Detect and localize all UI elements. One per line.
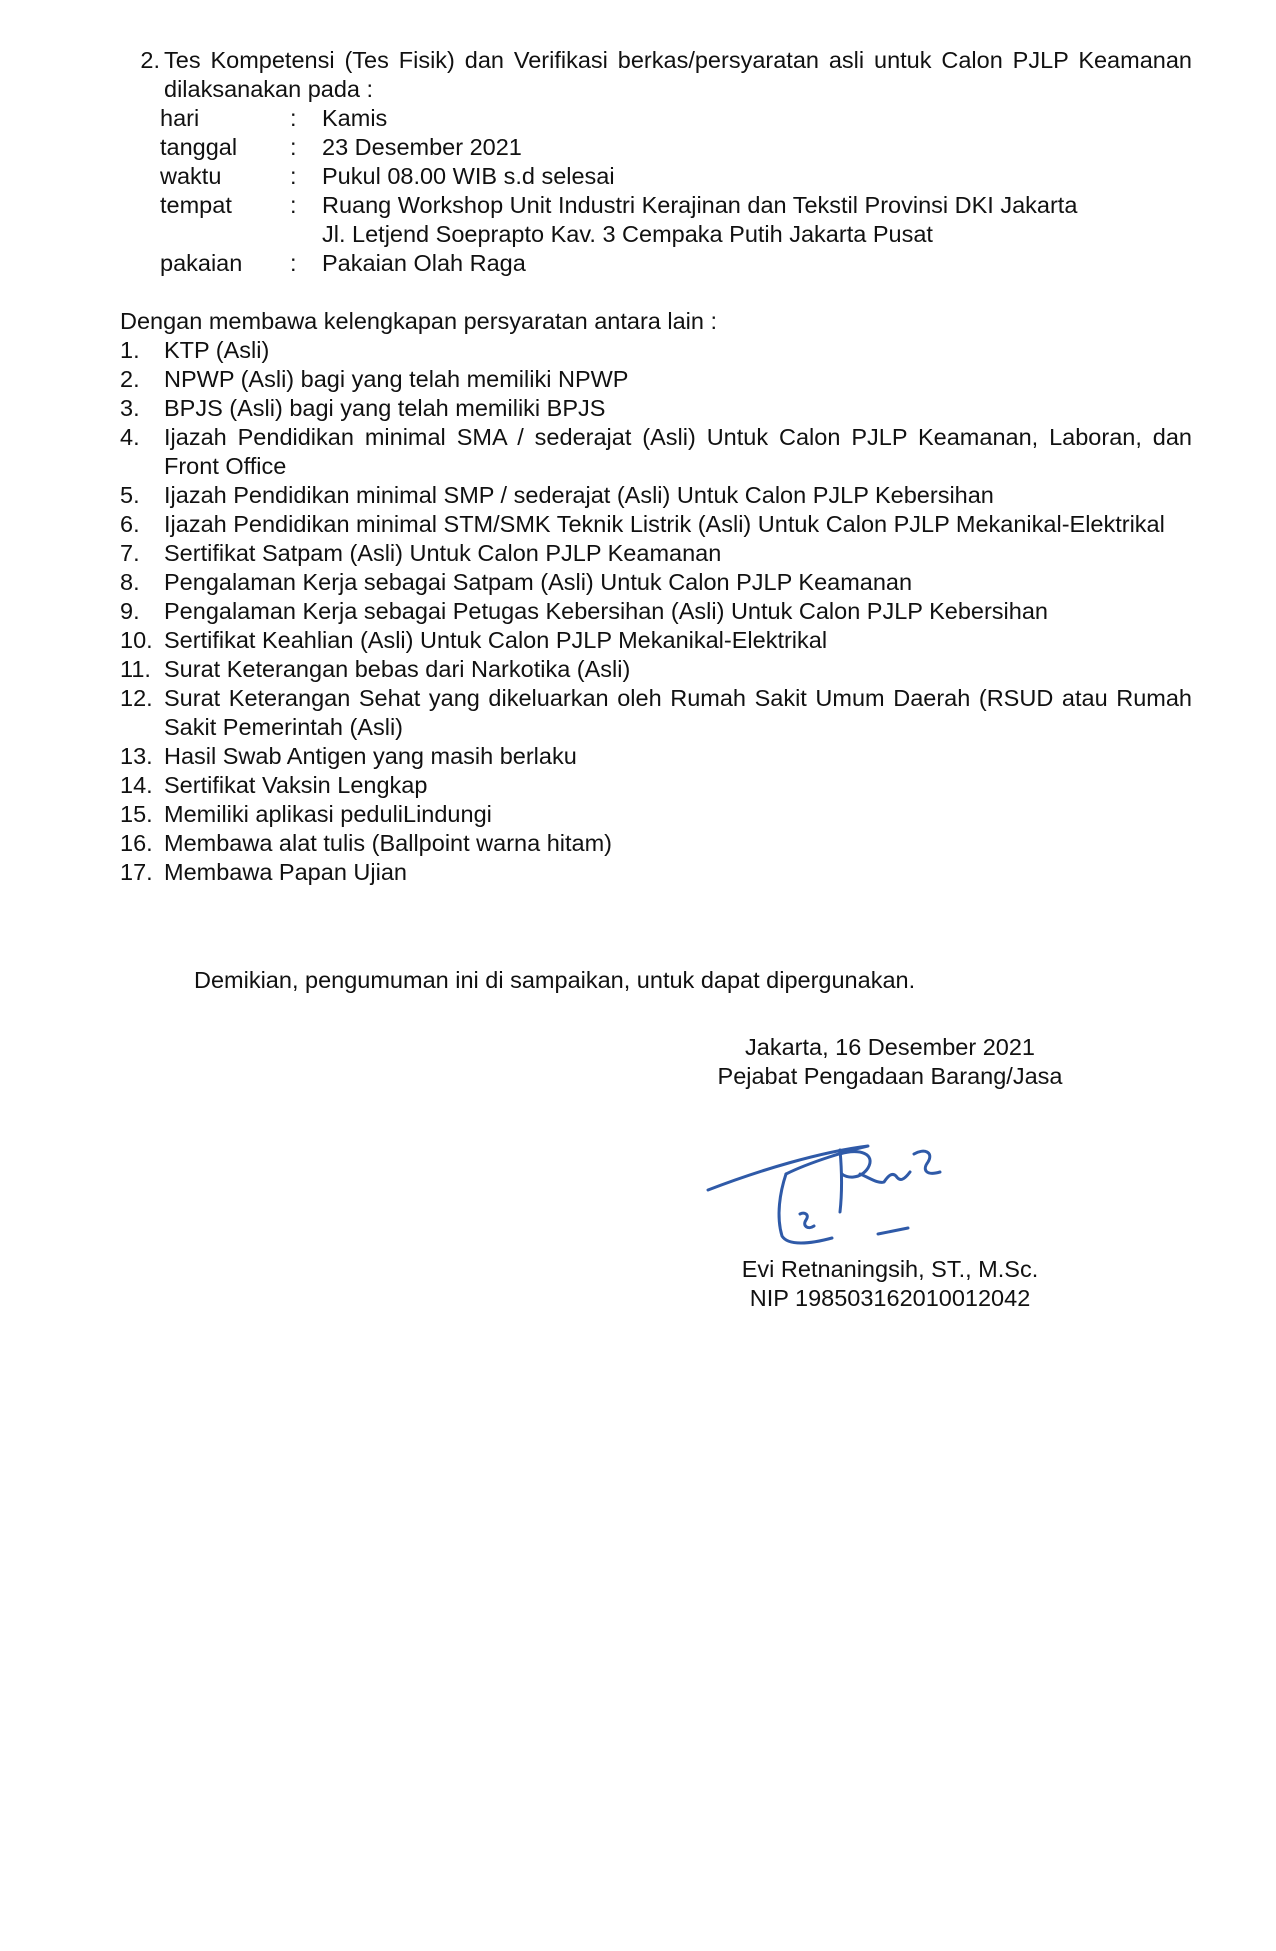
list-item-text: Hasil Swab Antigen yang masih berlaku [164, 743, 577, 769]
list-item-number: 8. [120, 569, 140, 595]
schedule-colon [290, 220, 322, 249]
schedule-row-date [160, 133, 1077, 162]
closing-statement: Demikian, pengumuman ini di sampaikan, untuk dapat dipergunakan. [194, 967, 916, 993]
list-item-text: Membawa Papan Ujian [164, 859, 407, 885]
list-item [120, 365, 1192, 394]
schedule-value: 23 Desember 2021 [322, 134, 522, 160]
list-item-number: 17. [120, 859, 153, 885]
list-item-text: Membawa alat tulis (Ballpoint warna hitam) [164, 830, 612, 856]
official-nip: NIP 198503162010012042 [749, 1285, 1031, 1311]
schedule-colon: : [290, 250, 297, 276]
list-item-text: Pengalaman Kerja sebagai Satpam (Asli) Untuk Calon PJLP Keamanan [164, 569, 913, 595]
list-item [120, 858, 1192, 887]
list-item-text: NPWP (Asli) bagi yang telah memiliki NPWP [164, 366, 629, 392]
list-item-number: 5. [120, 482, 140, 508]
list-item-number: 11. [120, 656, 151, 682]
list-item [120, 742, 1192, 771]
handwritten-signature-icon [700, 1132, 980, 1252]
list-item-text: Sertifikat Satpam (Asli) Untuk Calon PJLP Keamanan [164, 540, 722, 566]
schedule-label: tempat [160, 192, 232, 218]
list-item [120, 626, 1192, 655]
list-item-number: 3. [120, 395, 140, 421]
list-item [120, 655, 1192, 684]
list-item-text: Pengalaman Kerja sebagai Petugas Kebersihan (Asli) Untuk Calon PJLP Kebersihan [164, 598, 1048, 624]
list-item-text: Surat Keterangan bebas dari Narkotika (Asli) [164, 656, 631, 682]
schedule-colon: : [290, 192, 297, 218]
schedule-label [160, 220, 290, 249]
place-date: Jakarta, 16 Desember 2021 [745, 1034, 1035, 1060]
list-item [120, 597, 1192, 626]
list-item [120, 829, 1192, 858]
schedule-value: Jl. Letjend Soeprapto Kav. 3 Cempaka Putih Jakarta Pusat [322, 221, 933, 247]
list-item-number: 6. [120, 511, 140, 537]
requirements-intro: Dengan membawa kelengkapan persyaratan antara lain : [120, 308, 718, 334]
schedule-row-day [160, 104, 1077, 133]
list-item-text: Sertifikat Keahlian (Asli) Untuk Calon PJLP Mekanikal-Elektrikal [164, 627, 828, 653]
schedule-row-attire [160, 249, 1077, 278]
list-item-text: Ijazah Pendidikan minimal STM/SMK Teknik Listrik (Asli) Untuk Calon PJLP Mekanikal-Elektrikal [164, 511, 1165, 537]
schedule-value: Ruang Workshop Unit Industri Kerajinan dan Tekstil Provinsi DKI Jakarta [322, 192, 1078, 218]
list-item [120, 539, 1192, 568]
schedule-row-place [160, 191, 1077, 220]
section-text: Tes Kompetensi (Tes Fisik) dan Verifikasi berkas/persyaratan asli untuk Calon PJLP Keamanan dilaksanakan pada : [164, 47, 1192, 102]
schedule-row-address [160, 220, 1077, 249]
schedule-value: Pakaian Olah Raga [322, 250, 526, 276]
list-item [120, 568, 1192, 597]
list-item-number: 12. [120, 685, 153, 711]
list-item-number: 13. [120, 743, 153, 769]
schedule-table [160, 104, 1077, 278]
section-number: 2. [140, 47, 160, 73]
list-item [120, 394, 1192, 423]
schedule-colon: : [290, 163, 297, 189]
requirements-list [120, 336, 1192, 887]
schedule-value: Pukul 08.00 WIB s.d selesai [322, 163, 615, 189]
list-item [120, 771, 1192, 800]
list-item-number: 4. [120, 424, 140, 450]
list-item [120, 423, 1192, 481]
schedule-label: tanggal [160, 134, 238, 160]
list-item-number: 2. [120, 366, 140, 392]
list-item-number: 7. [120, 540, 140, 566]
schedule-value: Kamis [322, 105, 388, 131]
list-item-text: Sertifikat Vaksin Lengkap [164, 772, 428, 798]
list-item-number: 14. [120, 772, 153, 798]
schedule-label: waktu [160, 163, 222, 189]
list-item [120, 684, 1192, 742]
list-item [120, 481, 1192, 510]
list-item-text: Memiliki aplikasi peduliLindungi [164, 801, 492, 827]
list-item [120, 336, 1192, 365]
list-item-number: 9. [120, 598, 140, 624]
list-item-text: Ijazah Pendidikan minimal SMP / sederajat (Asli) Untuk Calon PJLP Kebersihan [164, 482, 994, 508]
list-item-number: 10. [120, 627, 153, 653]
official-position: Pejabat Pengadaan Barang/Jasa [717, 1063, 1063, 1089]
schedule-label: pakaian [160, 250, 243, 276]
schedule-colon: : [290, 134, 297, 160]
list-item-number: 1. [120, 337, 140, 363]
list-item [120, 510, 1192, 539]
schedule-row-time [160, 162, 1077, 191]
list-item-number: 15. [120, 801, 153, 827]
official-name: Evi Retnaningsih, ST., M.Sc. [741, 1256, 1039, 1282]
list-item-text: KTP (Asli) [164, 337, 270, 363]
list-item [120, 800, 1192, 829]
list-item-text: Ijazah Pendidikan minimal SMA / sederajat (Asli) Untuk Calon PJLP Keamanan, Laboran, dan Front Office [164, 424, 1192, 479]
list-item-number: 16. [120, 830, 153, 856]
list-item-text: Surat Keterangan Sehat yang dikeluarkan oleh Rumah Sakit Umum Daerah (RSUD atau Rumah Sakit Pemerintah (Asli) [164, 685, 1192, 740]
list-item-text: BPJS (Asli) bagi yang telah memiliki BPJS [164, 395, 606, 421]
schedule-label: hari [160, 105, 200, 131]
section-item-2 [120, 46, 1192, 104]
schedule-colon: : [290, 105, 297, 131]
